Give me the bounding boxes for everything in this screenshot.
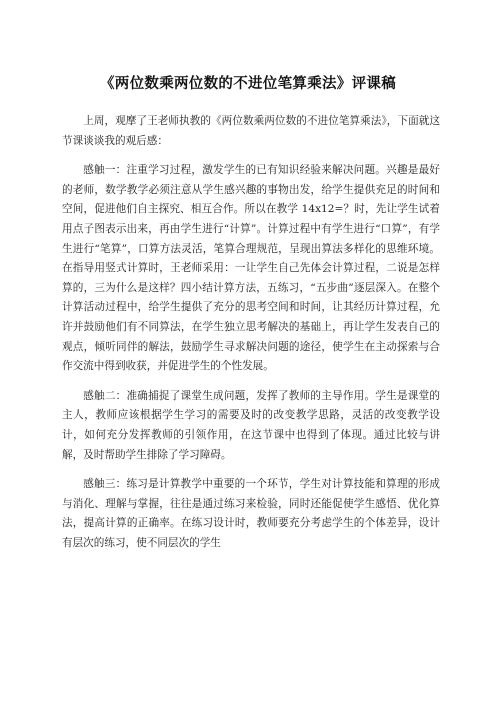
- paragraph-insight-two: 感触二：准确捕捉了课堂生成问题，发挥了教师的主导作用。学生是课堂的主人，教师应该根据学生学习的需要及时的改变教学思路，灵活的改变教学设计，如何充分发挥教师的引领作用，在这节课中也得到了体现。通过比较与讲解，及时帮助学生排除了学习障碍。: [62, 389, 440, 461]
- paragraph-insight-three: 感触三：练习是计算教学中重要的一个环节，学生对计算技能和算理的形成与消化、理解与掌握，往往是通过练习来检验，同时还能促使学生感悟、优化算法，提高计算的正确率。在练习设计时，教师要充分考虑学生的个体差异，设计有层次的练习，使不同层次的学生: [62, 478, 440, 549]
- document-body: [62, 112, 440, 563]
- paragraph-insight-one: 感触一：注重学习过程，激发学生的已有知识经验来解决问题。兴趣是最好的老师，数学教学必须注意从学生感兴趣的事物出发，给学生提供充足的时间和空间，促进他们自主探究、相互合作。所以在教学 14x12=？时，先让学生试着用点子图表示出来，再由学生进行“计算”。计算过程中有学生进行“口算”，有学生进行“笔算”，口算方法灵活，笔算合理规范，呈现出算法多样化的思维环境。在指导用竖式计算时，王老师采用：一让学生自己先体会计算过程，二说是怎样算的，三为什么是这样？四小结计算方法，五练习，“五步曲”逐层深入。在整个计算活动过程中，给学生提供了充分的思考空间和时间，让其经历计算过程，允许并鼓励他们有不同算法，在学生独立思考解决的基础上，再让学生发表自己的观点，倾听同伴的解法，鼓励学生寻求解决问题的途径，使学生在主动探索与合作交流中得到收获，并促进学生的个性发展。: [62, 164, 440, 373]
- document-title: 《两位数乘两位数的不进位笔算乘法》评课稿: [100, 76, 396, 92]
- paragraph-intro: 上周，观摩了王老师执教的《两位数乘两位数的不进位笔算乘法》，下面就这节课谈谈我的观后感：: [62, 115, 440, 147]
